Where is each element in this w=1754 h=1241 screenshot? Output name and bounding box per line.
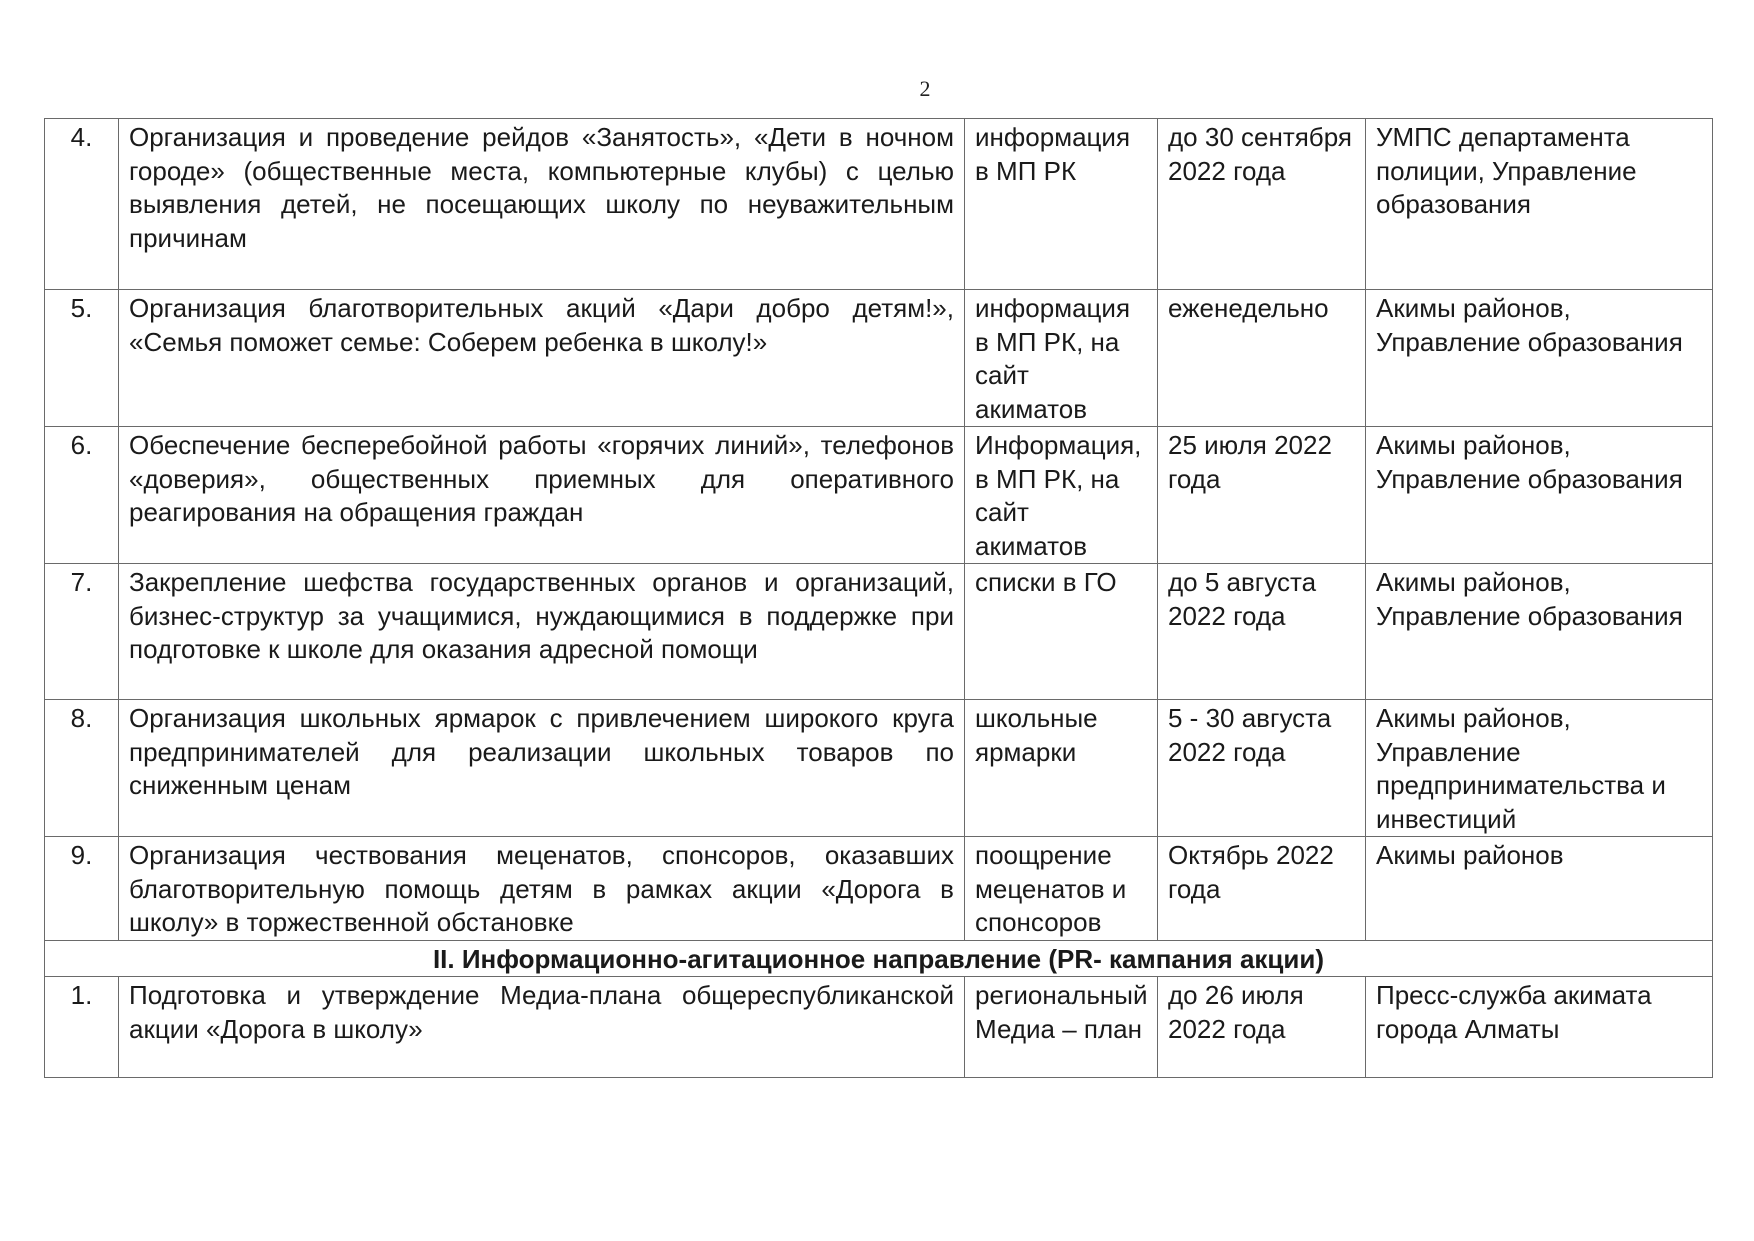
table-row <box>45 564 1713 700</box>
row-description: Закрепление шефства государственных органов и организаций, бизнес-структур за учащимися, нуждающимися в поддержке при подготовке к школе для оказания адресной помощи <box>119 564 965 700</box>
row-reporting-form: Информация, в МП РК, на сайт акиматов <box>965 427 1158 564</box>
table-row <box>45 700 1713 837</box>
row-reporting-form: информация в МП РК <box>965 119 1158 290</box>
row-reporting-form: информация в МП РК, на сайт акиматов <box>965 290 1158 427</box>
row-deadline: до 5 августа 2022 года <box>1158 564 1366 700</box>
section-heading: II. Информационно-агитационное направление (PR- кампания акции) <box>45 940 1713 977</box>
row-deadline: до 30 сентября 2022 года <box>1158 119 1366 290</box>
row-description: Организация школьных ярмарок с привлечением широкого круга предпринимателей для реализации школьных товаров по сниженным ценам <box>119 700 965 837</box>
row-description: Организация и проведение рейдов «Занятость», «Дети в ночном городе» (общественные места, компьютерные клубы) с целью выявления детей, не посещающих школу по неуважительным причинам <box>119 119 965 290</box>
row-responsible: Акимы районов, Управление образования <box>1366 290 1713 427</box>
row-responsible: Акимы районов, Управление предпринимательства и инвестиций <box>1366 700 1713 837</box>
row-number: 6. <box>45 427 119 564</box>
row-reporting-form: списки в ГО <box>965 564 1158 700</box>
row-reporting-form: школьные ярмарки <box>965 700 1158 837</box>
row-reporting-form: региональный Медиа – план <box>965 977 1158 1078</box>
row-number: 8. <box>45 700 119 837</box>
row-deadline: Октябрь 2022 года <box>1158 837 1366 941</box>
row-reporting-form: поощрение меценатов и спонсоров <box>965 837 1158 941</box>
row-number: 7. <box>45 564 119 700</box>
row-description: Организация чествования меценатов, спонсоров, оказавших благотворительную помощь детям в рамках акции «Дорога в школу» в торжественной обстановке <box>119 837 965 941</box>
table-row <box>45 119 1713 290</box>
row-number: 5. <box>45 290 119 427</box>
row-number: 9. <box>45 837 119 941</box>
action-plan-table <box>44 118 1713 1078</box>
row-description: Организация благотворительных акций «Дари добро детям!», «Семья поможет семье: Соберем ребенка в школу!» <box>119 290 965 427</box>
row-number: 1. <box>45 977 119 1078</box>
table-row <box>45 290 1713 427</box>
section-heading-row <box>45 940 1713 977</box>
row-responsible: УМПС департамента полиции, Управление образования <box>1366 119 1713 290</box>
row-responsible: Акимы районов, Управление образования <box>1366 427 1713 564</box>
row-number: 4. <box>45 119 119 290</box>
row-description: Обеспечение бесперебойной работы «горячих линий», телефонов «доверия», общественных приемных для оперативного реагирования на обращения граждан <box>119 427 965 564</box>
row-deadline: 5 - 30 августа 2022 года <box>1158 700 1366 837</box>
row-deadline: 25 июля 2022 года <box>1158 427 1366 564</box>
row-description: Подготовка и утверждение Медиа-плана общереспубликанской акции «Дорога в школу» <box>119 977 965 1078</box>
row-responsible: Акимы районов, Управление образования <box>1366 564 1713 700</box>
table-row <box>45 977 1713 1078</box>
row-responsible: Акимы районов <box>1366 837 1713 941</box>
page-number: 2 <box>919 76 931 101</box>
row-responsible: Пресс-служба акимата города Алматы <box>1366 977 1713 1078</box>
table-row <box>45 837 1713 941</box>
table-row <box>45 427 1713 564</box>
row-deadline: еженедельно <box>1158 290 1366 427</box>
row-deadline: до 26 июля 2022 года <box>1158 977 1366 1078</box>
